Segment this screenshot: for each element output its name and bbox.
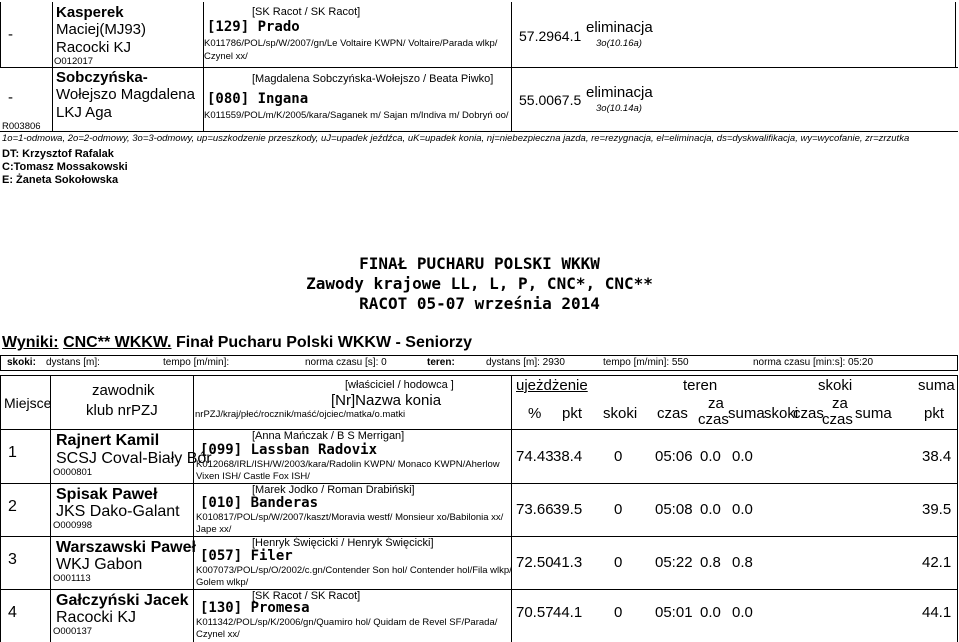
club-4: Racocki KJ <box>56 609 137 626</box>
prev-owner-1: [SK Racot / SK Racot] <box>252 6 361 18</box>
prev-rider-id-1: O012017 <box>54 56 94 67</box>
place-1: 1 <box>8 444 17 461</box>
prev-club-2: LKJ Aga <box>56 104 112 121</box>
horse-1: [099] Lassban Radovix <box>200 442 378 458</box>
prev-horse-1: [129] Prado <box>207 19 300 35</box>
col-miejsce: Miejsce <box>4 395 52 411</box>
col-ujezdzenie: ujeżdżenie <box>516 377 588 394</box>
pct-3: 72.50 <box>516 554 554 571</box>
t-skoki-1: 0 <box>614 448 623 465</box>
total-2: 39.5 <box>922 501 952 518</box>
prev-horse-info2-1: Czynel xx/ <box>204 51 248 62</box>
pct-4: 70.57 <box>516 604 554 621</box>
col-t-za-czas: czas <box>698 411 729 428</box>
col-klub: klub nrPZJ <box>86 402 158 419</box>
club-2: JKS Dako-Galant <box>56 503 180 520</box>
prev-status-1: eliminacja <box>586 19 653 36</box>
results-title <box>2 334 472 352</box>
col-s-czas: czas <box>793 405 824 422</box>
t-czas-3: 05:22 <box>655 554 693 571</box>
horse-info2-1: Vixen ISH/ Castle Fox ISH/ <box>196 471 310 482</box>
info-skoki-dist: dystans [m]: <box>46 357 100 368</box>
legend: 1o=1-odmowa, 2o=2-odmowy, 3o=3-odmowy, up=uszkodzenie przeszkody, uJ=upadek jeźdźca, uK=upadek konia, nj=niebezpieczna jazda, re=rezygnacja, el=eliminacja, ds=dyskwalifikacja, wy=wycofanie, zr=zrzutka <box>2 133 910 144</box>
horse-3: [057] Filer <box>200 548 293 564</box>
official-e: E: Żaneta Sokołowska <box>2 174 119 186</box>
prev-status-note-1: 3o(10.16a) <box>596 38 642 49</box>
t-za-czas-3: 0.8 <box>700 554 721 571</box>
prev-place-1: - <box>8 26 13 43</box>
t-skoki-3: 0 <box>614 554 623 571</box>
info-teren-dist: dystans [m]: 2930 <box>486 357 565 368</box>
col-teren: teren <box>683 377 718 394</box>
t-za-czas-4: 0.0 <box>700 604 721 621</box>
info-skoki-tempo: tempo [m/min]: <box>163 357 230 368</box>
col-s-za: za <box>832 395 848 412</box>
prev-owner-2: [Magdalena Sobczyńska-Wołejszo / Beata Piwko] <box>252 73 494 85</box>
horse-info2-4: Czynel xx/ <box>196 629 240 640</box>
prev-v2-2: 67.5 <box>554 92 582 108</box>
prev-rider-id-2: R003806 <box>2 121 41 132</box>
col-t-za: za <box>708 395 724 412</box>
owner-3: [Henryk Święcicki / Henryk Święcicki] <box>252 537 434 549</box>
prev-club-1: Racocki KJ <box>56 39 132 56</box>
horse-4: [130] Promesa <box>200 600 310 616</box>
club-1: SCSJ Coval-Biały Bór <box>56 450 212 467</box>
t-suma-2: 0.0 <box>732 501 753 518</box>
rider-1: Rajnert Kamil <box>56 432 160 449</box>
t-skoki-4: 0 <box>614 604 623 621</box>
prev-rider-first-1: Kasperek <box>56 4 124 21</box>
horse-info1-3: K007073/POL/sp/O/2002/c.gn/Contender Son hol/ Contender hol/Fila wlkp/ <box>196 565 512 576</box>
prev-v2-1: 64.1 <box>554 28 582 44</box>
t-za-czas-1: 0.0 <box>700 448 721 465</box>
t-skoki-2: 0 <box>614 501 623 518</box>
total-4: 44.1 <box>922 604 952 621</box>
col-horse: [Nr]Nazwa konia <box>331 392 442 409</box>
rider-id-1: O000801 <box>53 467 93 478</box>
info-teren-tempo: tempo [m/min]: 550 <box>603 357 689 368</box>
official-c: C:Tomasz Mossakowski <box>2 161 128 173</box>
header-line3: RACOT 05-07 września 2014 <box>359 294 600 313</box>
t-za-czas-2: 0.0 <box>700 501 721 518</box>
total-1: 38.4 <box>922 448 952 465</box>
place-4: 4 <box>8 604 17 621</box>
horse-info1-1: K012068/IRL/ISH/W/2003/kara/Radolin KWPN/ Monaco KWPN/Aherlow <box>196 459 500 470</box>
prev-v1-2: 55.00 <box>519 92 555 108</box>
prev-horse-2: [080] Ingana <box>207 91 309 107</box>
rider-id-2: O000998 <box>53 520 93 531</box>
col-owner: [właściciel / hodowca ] <box>345 379 454 391</box>
owner-1: [Anna Mańczak / B S Merrigan] <box>252 430 405 442</box>
horse-info1-2: K010817/POL/sp/W/2007/kaszt/Moravia westf/ Monsieur xo/Babilonia xx/ <box>196 512 504 523</box>
pkt-4: 44.1 <box>553 604 583 621</box>
t-czas-4: 05:01 <box>655 604 693 621</box>
total-3: 42.1 <box>922 554 952 571</box>
results-prefix: Wyniki: <box>2 334 59 351</box>
competition-header <box>0 254 959 314</box>
t-czas-1: 05:06 <box>655 448 693 465</box>
info-skoki-norm: norma czasu [s]: 0 <box>305 357 387 368</box>
prev-rider-last-1: Maciej(MJ93) <box>56 21 147 38</box>
results-class: CNC** WKKW. <box>63 334 172 351</box>
col-s-skoki: skoki <box>764 405 799 422</box>
prev-v1-1: 57.29 <box>519 28 555 44</box>
pkt-3: 41.3 <box>553 554 583 571</box>
official-dt: DT: Krzysztof Rafalak <box>2 148 114 160</box>
col-t-czas: czas <box>657 405 688 422</box>
t-czas-2: 05:08 <box>655 501 693 518</box>
col-t-suma: suma <box>728 405 765 422</box>
pkt-1: 38.4 <box>553 448 583 465</box>
pct-1: 74.43 <box>516 448 554 465</box>
col-t-skoki: skoki <box>603 405 638 422</box>
place-3: 3 <box>8 551 17 568</box>
info-skoki-label: skoki: <box>7 357 36 368</box>
place-2: 2 <box>8 498 17 515</box>
prev-status-2: eliminacja <box>586 84 653 101</box>
club-3: WKJ Gabon <box>56 556 143 573</box>
rider-id-3: O001113 <box>53 573 91 584</box>
col-suma-pkt: pkt <box>924 405 945 422</box>
info-teren-norm: norma czasu [min:s]: 05:20 <box>753 357 874 368</box>
pkt-2: 39.5 <box>553 501 583 518</box>
header-line2: Zawody krajowe LL, L, P, CNC*, CNC** <box>306 274 653 293</box>
horse-info1-4: K011342/POL/sp/K/2006/gn/Quamiro hol/ Quidam de Revel SF/Parada/ <box>196 617 498 628</box>
col-s-za-czas: czas <box>822 411 853 428</box>
prev-place-2: - <box>8 89 13 106</box>
owner-2: [Marek Jodko / Roman Drabiński] <box>252 484 415 496</box>
rider-2: Spisak Paweł <box>56 486 158 503</box>
col-pct: % <box>528 405 542 422</box>
info-bar <box>0 355 958 371</box>
prev-status-note-2: 3o(10.14a) <box>596 103 642 114</box>
owner-4: [SK Racot / SK Racot] <box>252 590 361 602</box>
prev-rider-first-2: Sobczyńska- <box>56 69 148 86</box>
prev-rider-last-2: Wołejszo Magdalena <box>56 86 195 103</box>
col-zawodnik: zawodnik <box>92 382 155 399</box>
col-skoki: skoki <box>818 377 853 394</box>
rider-4: Gałczyński Jacek <box>56 592 189 609</box>
rider-id-4: O000137 <box>53 626 93 637</box>
rider-3: Warszawski Paweł <box>56 539 196 556</box>
horse-info2-3: Golem wlkp/ <box>196 577 249 588</box>
horse-2: [010] Banderas <box>200 495 319 511</box>
results-rest: Finał Pucharu Polski WKKW - Seniorzy <box>171 334 472 351</box>
horse-info2-2: Jape xx/ <box>196 524 232 535</box>
t-suma-1: 0.0 <box>732 448 753 465</box>
pct-2: 73.66 <box>516 501 554 518</box>
t-suma-4: 0.0 <box>732 604 753 621</box>
col-suma: suma <box>918 377 955 394</box>
header-line1: FINAŁ PUCHARU POLSKI WKKW <box>359 254 600 273</box>
col-pkt: pkt <box>562 405 583 422</box>
col-horse-info: nrPZJ/kraj/płeć/rocznik/maść/ojciec/matka/o.matki <box>195 409 406 420</box>
prev-horse-info1-1: K011786/POL/sp/W/2007/gn/Le Voltaire KWPN/ Voltaire/Parada wlkp/ <box>204 38 498 49</box>
col-s-suma: suma <box>855 405 892 422</box>
prev-horse-info1-2: K011559/POL/m/K/2005/kara/Saganek m/ Sajan m/Indiva m/ Dobryń oo/ <box>204 110 509 121</box>
info-teren-label: teren: <box>427 357 455 368</box>
t-suma-3: 0.8 <box>732 554 753 571</box>
